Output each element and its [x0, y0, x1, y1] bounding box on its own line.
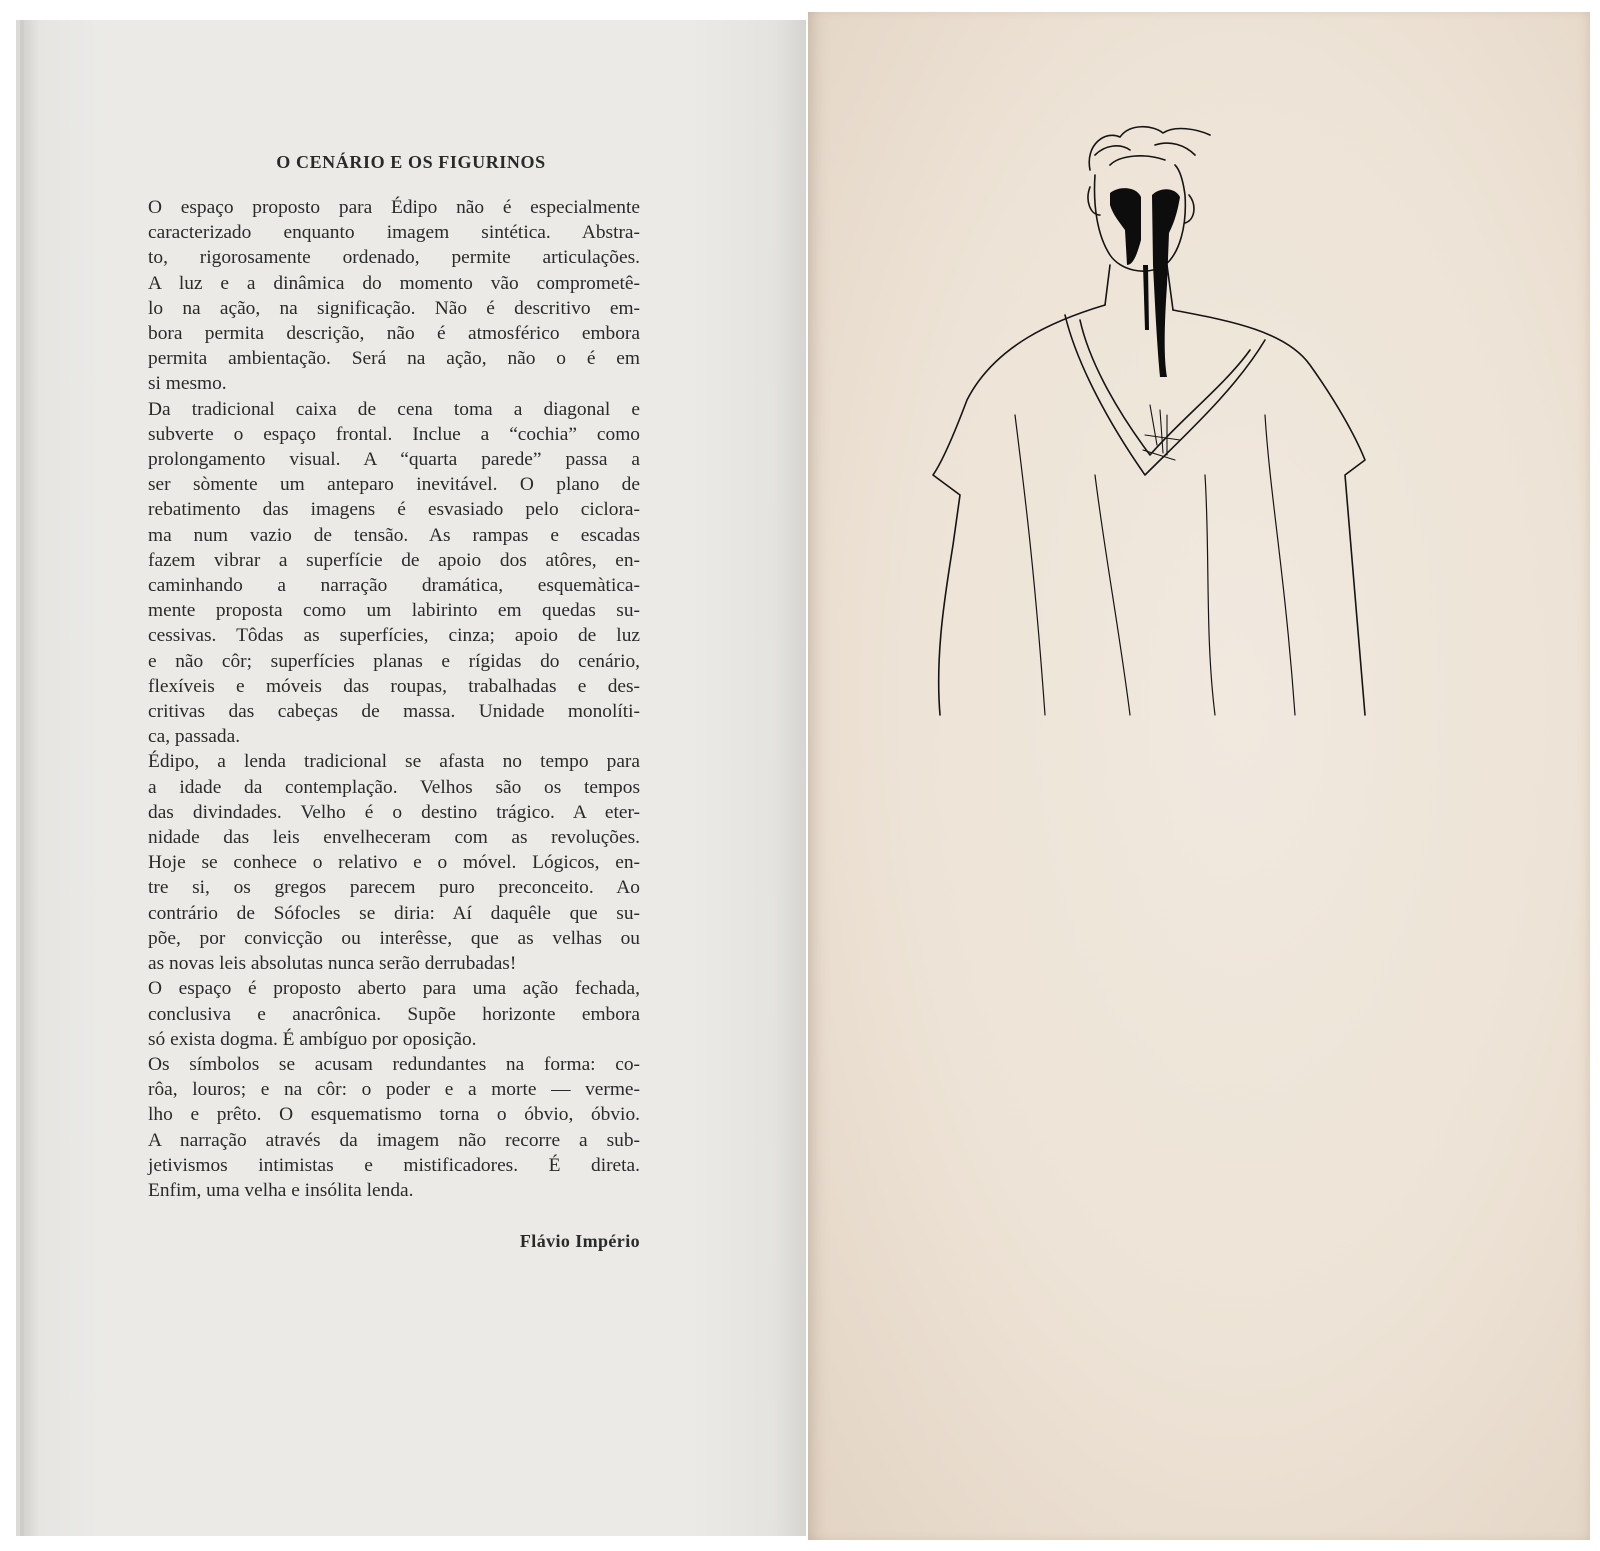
text-line: si mesmo.: [148, 373, 227, 395]
text-line: ca, passada.: [148, 726, 241, 748]
text-line: A luz e a dinâmica do momento vão comprometê-: [148, 272, 640, 294]
text-line: prolongamento visual. A “quarta parede” passa a: [148, 449, 640, 471]
text-column: [148, 152, 640, 1252]
text-line: flexíveis e móveis das roupas, trabalhadas e des-: [148, 675, 640, 697]
paragraph: [148, 749, 640, 976]
costume-illustration: [905, 115, 1465, 715]
text-line: Hoje se conhece o relativo e o móvel. Lógicos, en-: [148, 852, 640, 874]
paragraph: [148, 195, 640, 397]
text-line: permita ambientação. Será na ação, não o é em: [148, 348, 640, 370]
text-line: to, rigorosamente ordenado, permite articulações.: [148, 247, 640, 269]
text-line: contrário de Sófocles se diria: Aí daquêle que su-: [148, 902, 640, 924]
paragraph: [148, 976, 640, 1052]
text-line: a idade da contemplação. Velhos são os tempos: [148, 776, 640, 798]
text-line: e não côr; superfícies planas e rígidas do cenário,: [148, 650, 640, 672]
text-line: as novas leis absolutas nunca serão derrubadas!: [148, 953, 517, 975]
author-signature: Flávio Império: [519, 1231, 640, 1252]
text-line: caracterizado enquanto imagem sintética. Abstra-: [148, 222, 640, 244]
text-line: ser sòmente um anteparo inevitável. O plano de: [148, 474, 640, 496]
text-line: O espaço é proposto aberto para uma ação fechada,: [148, 978, 640, 1000]
text-line: rôa, louros; e na côr: o poder e a morte — verme-: [148, 1079, 640, 1101]
text-line: jetivismos intimistas e mistificadores. É direta.: [148, 1154, 640, 1176]
text-line: tre si, os gregos parecem puro preconceito. Ao: [148, 877, 640, 899]
robe-collar-inner: [1065, 315, 1265, 475]
paragraph: [148, 397, 640, 750]
text-line: bora permita descrição, não é atmosférico embora: [148, 323, 640, 345]
text-line: põe, por convicção ou interêsse, que as velhas ou: [148, 927, 640, 949]
body-text: [148, 195, 640, 1203]
text-line: ma num vazio de tensão. As rampas e escadas: [148, 524, 640, 546]
text-line: Enfim, uma velha e insólita lenda.: [148, 1179, 414, 1201]
text-line: O espaço proposto para Édipo não é especialmente: [148, 197, 640, 218]
text-line: nidade das leis envelheceram com as revoluções.: [148, 827, 640, 849]
text-line: Os símbolos se acusam redundantes na forma: co-: [148, 1053, 640, 1075]
text-line: rebatimento das imagens é esvasiado pelo ciclora-: [148, 499, 640, 521]
figure-outline: [933, 127, 1365, 715]
text-line: A narração através da imagem não recorre a sub-: [148, 1129, 640, 1151]
text-line: cessivas. Tôdas as superfícies, cinza; apoio de luz: [148, 625, 640, 647]
text-line: fazem vibrar a superfície de apoio dos atôres, en-: [148, 549, 640, 571]
text-line: conclusiva e anacrônica. Supõe horizonte embora: [148, 1003, 640, 1025]
hair-strokes: [1089, 127, 1210, 170]
left-shoulder-robe: [933, 305, 1105, 715]
right-shoulder-robe: [1173, 310, 1365, 715]
robe-collar: [1080, 320, 1250, 455]
text-line: Da tradicional caixa de cena toma a diagonal e: [148, 398, 640, 420]
text-line: só exista dogma. É ambíguo por oposição.: [148, 1028, 477, 1050]
text-line: caminhando a narração dramática, esquemàtica-: [148, 575, 640, 597]
text-line: mente proposta como um labirinto em quedas su-: [148, 600, 640, 622]
text-line: lho e prêto. O esquematismo torna o óbvio, óbvio.: [148, 1104, 640, 1126]
text-line: Édipo, a lenda tradicional se afasta no tempo para: [148, 751, 640, 773]
text-line: das divindades. Velho é o destino trágico. A eter-: [148, 801, 640, 823]
page-title: O CENÁRIO E OS FIGURINOS: [276, 152, 546, 172]
drapery-folds: [1015, 415, 1295, 715]
chest-hatching: [1143, 405, 1180, 460]
text-line: lo na ação, na significação. Não é descritivo em-: [148, 297, 640, 319]
paragraph: [148, 1052, 640, 1203]
text-line: critivas das cabeças de massa. Unidade monolíti-: [148, 701, 640, 723]
text-line: subverte o espaço frontal. Inclue a “cochia” como: [148, 423, 640, 445]
